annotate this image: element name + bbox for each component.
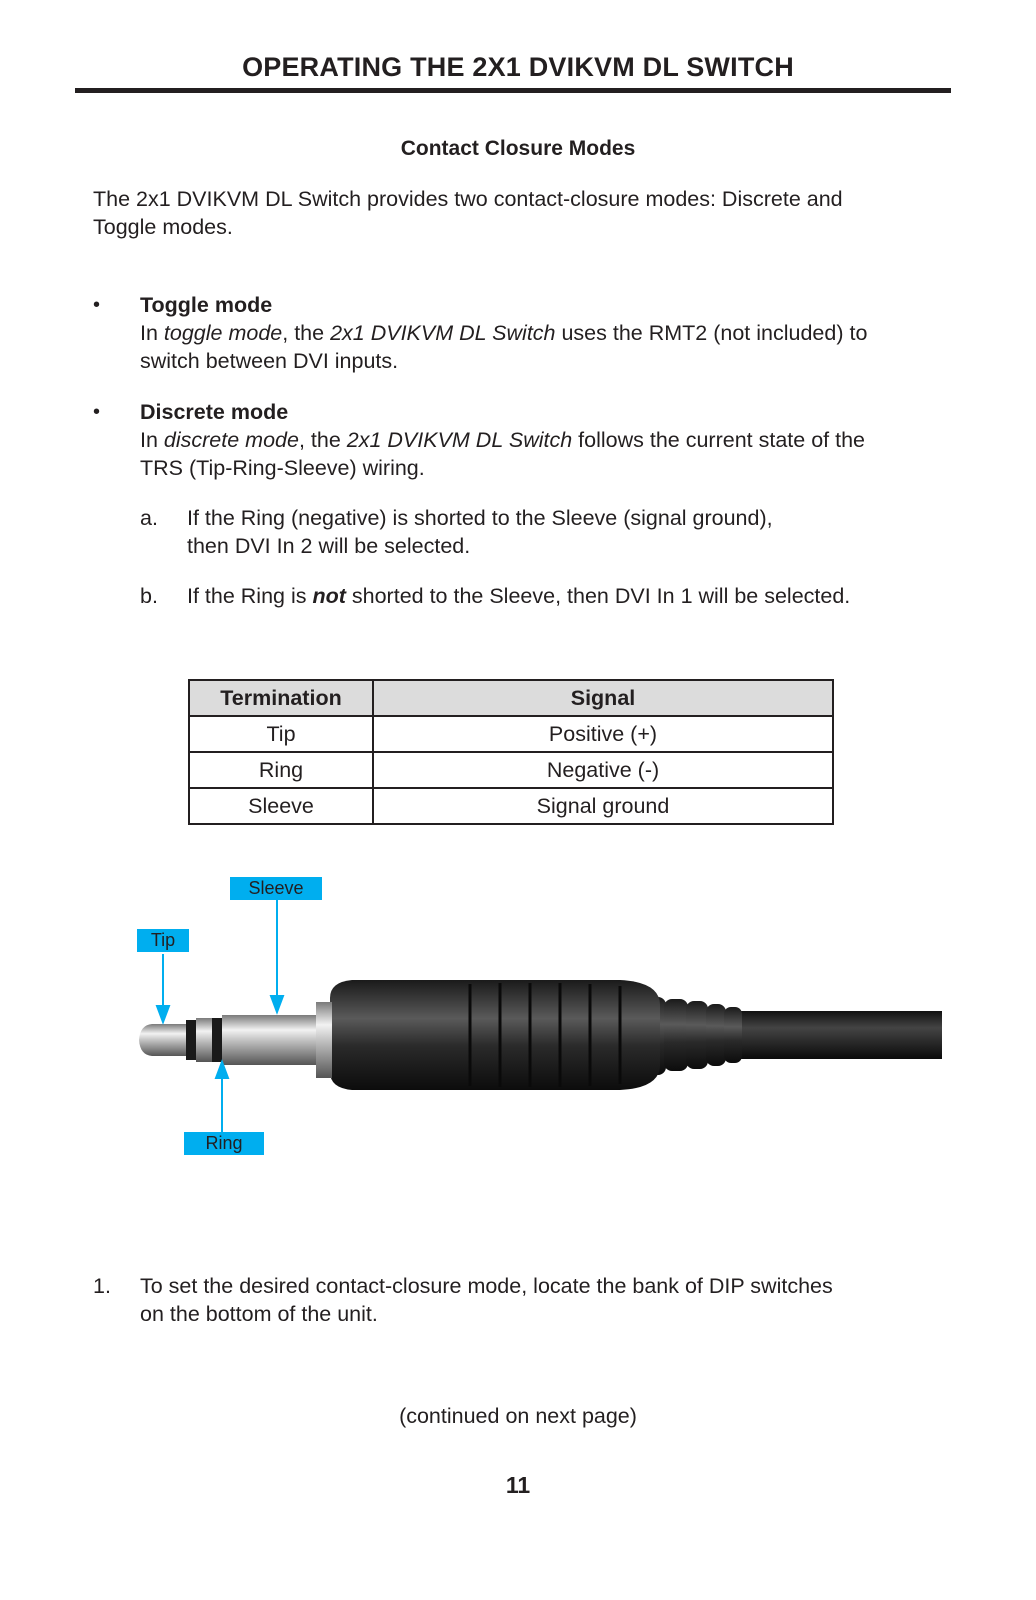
intro-paragraph — [93, 185, 843, 241]
sublist-marker-a: a. — [140, 506, 158, 530]
table-cell: Positive (+) — [373, 716, 833, 752]
bullet-line-2: TRS (Tip-Ring-Sleeve) wiring. — [140, 456, 425, 480]
sublist-item-b: If the Ring is not shorted to the Sleeve, then DVI In 1 will be selected. — [187, 584, 851, 608]
termination-table — [188, 679, 834, 825]
step-line-1: To set the desired contact-closure mode, locate the bank of DIP switches — [140, 1274, 833, 1298]
table-cell: Signal ground — [373, 788, 833, 824]
intro-line-1: The 2x1 DVIKVM DL Switch provides two contact-closure modes: Discrete and — [93, 187, 843, 211]
step-text — [140, 1272, 833, 1328]
insulator-ring — [186, 1020, 196, 1060]
trs-jack-illustration — [0, 880, 1036, 1180]
plug-tip — [139, 1024, 186, 1056]
insulator-ring — [212, 1018, 222, 1062]
intro-line-2: Toggle modes. — [93, 215, 233, 239]
table-header-row — [189, 680, 833, 716]
bullet-line-1: In discrete mode, the 2x1 DVIKVM DL Switch follows the current state of the — [140, 428, 865, 452]
table-row — [189, 716, 833, 752]
plug-sleeve — [222, 1015, 320, 1065]
column-header-termination: Termination — [189, 680, 373, 716]
bullet-marker: • — [93, 401, 101, 423]
bullet-line-2: switch between DVI inputs. — [140, 349, 399, 373]
title-rule — [75, 88, 951, 93]
ring-label: Ring — [184, 1132, 264, 1155]
bullet-line-1: In toggle mode, the 2x1 DVIKVM DL Switch uses the RMT2 (not included) to — [140, 321, 868, 345]
sleeve-label: Sleeve — [230, 877, 322, 900]
plug-body — [330, 980, 660, 1090]
bullet-toggle-mode — [140, 291, 867, 375]
bullet-heading: Discrete mode — [140, 400, 289, 424]
step-marker: 1. — [93, 1274, 111, 1298]
column-header-signal: Signal — [373, 680, 833, 716]
tip-label: Tip — [137, 929, 189, 952]
table-cell: Ring — [189, 752, 373, 788]
step-line-2: on the bottom of the unit. — [140, 1302, 378, 1326]
page-number: 11 — [505, 1472, 531, 1498]
bullet-discrete-mode — [140, 398, 865, 482]
bullet-heading: Toggle mode — [140, 293, 273, 317]
bullet-marker: • — [93, 294, 101, 316]
sublist-line-2: then DVI In 2 will be selected. — [187, 534, 471, 558]
sublist-marker-b: b. — [140, 584, 158, 608]
section-heading: Contact Closure Modes — [400, 137, 636, 160]
cable — [720, 1011, 942, 1059]
table-cell: Negative (-) — [373, 752, 833, 788]
plug-ring-contact — [196, 1018, 212, 1062]
plug-collar — [316, 1002, 332, 1078]
table-row — [189, 788, 833, 824]
sublist-line-1: If the Ring (negative) is shorted to the Sleeve (signal ground), — [187, 506, 773, 530]
continued-note: (continued on next page) — [399, 1404, 637, 1428]
table-cell: Tip — [189, 716, 373, 752]
sublist-item-a — [187, 504, 773, 560]
table-cell: Sleeve — [189, 788, 373, 824]
table-row — [189, 752, 833, 788]
page-title: OPERATING THE 2X1 DVIKVM DL SWITCH — [242, 52, 794, 82]
